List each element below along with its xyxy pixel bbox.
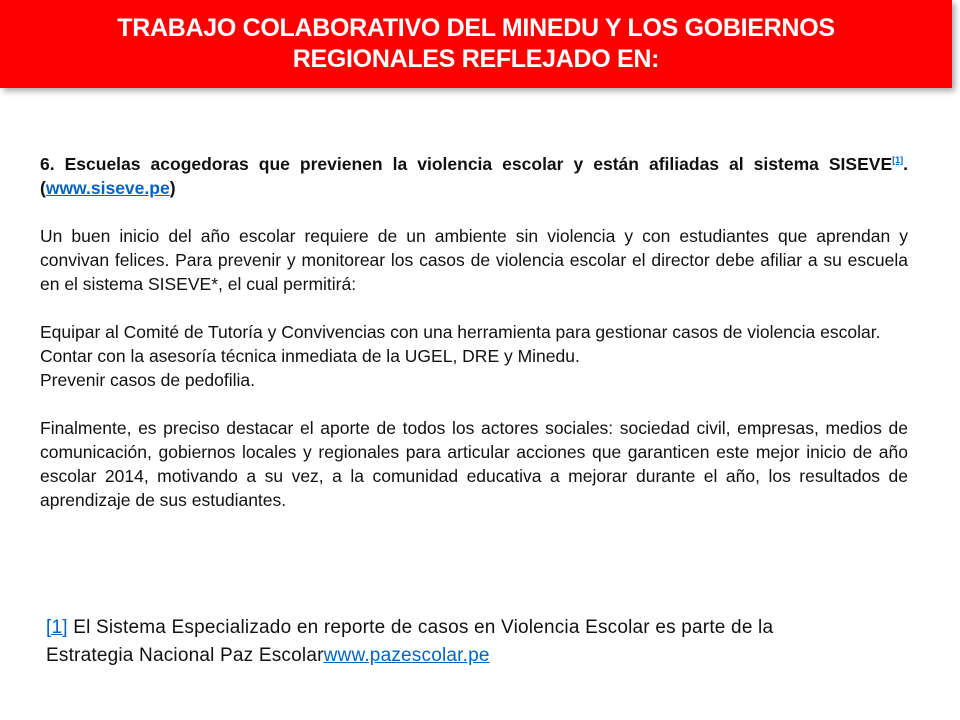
item-6-heading-text: 6. Escuelas acogedoras que previenen la violencia escolar y están afiliadas al sistema SISEVE: [40, 154, 893, 174]
footnote: [46, 614, 916, 670]
footnote-marker-link[interactable]: [1]: [46, 617, 68, 638]
main-content: [40, 152, 908, 512]
item-6-heading: [40, 152, 908, 200]
spacer: [40, 296, 908, 320]
title-line-2: REGIONALES REFLEJADO EN:: [292, 45, 660, 73]
title-line-1: TRABAJO COLABORATIVO DEL MINEDU Y LOS GOBIERNOS: [117, 14, 835, 42]
footnote-line-1: [46, 614, 916, 642]
footnote-ref-link[interactable]: [1]: [892, 155, 904, 166]
item-6-close-paren: ): [169, 178, 176, 198]
title-banner: [0, 0, 952, 88]
footnote-line-2: [46, 642, 916, 670]
closing-paragraph: Finalmente, es preciso destacar el aporte de todos los actores sociales: sociedad civil, empresas, medios de comunicación, gobiernos locales y regionales para articular acciones que garanticen este mejor inicio de año escolar 2014, motivando a su vez, a la comunidad educativa a mejorar durante el año, los resultados de aprendizaje de sus estudiantes.: [40, 418, 908, 510]
page-title: [77, 13, 874, 75]
footnote-text-1: El Sistema Especializado en reporte de casos en Violencia Escolar es parte de la: [67, 617, 774, 638]
item-6-after-ref: . (: [40, 154, 908, 198]
benefit-2: Contar con la asesoría técnica inmediata de la UGEL, DRE y Minedu.: [40, 346, 580, 366]
spacer: [40, 200, 908, 224]
spacer: [40, 392, 908, 416]
benefit-3: Prevenir casos de pedofilia.: [40, 370, 255, 390]
siseve-link[interactable]: www.siseve.pe: [45, 178, 170, 198]
footnote-text-2: Estrategia Nacional Paz Escolar: [46, 645, 324, 666]
pazescolar-link[interactable]: www.pazescolar.pe: [323, 645, 490, 666]
intro-paragraph: Un buen inicio del año escolar requiere de un ambiente sin violencia y con estudiantes que aprendan y convivan felices. Para prevenir y monitorear los casos de violencia escolar el director debe afiliar a su escuela en el sistema SISEVE*, el cual permitirá:: [40, 226, 908, 294]
benefit-1: Equipar al Comité de Tutoría y Convivencias con una herramienta para gestionar casos de violencia escolar.: [40, 322, 881, 342]
